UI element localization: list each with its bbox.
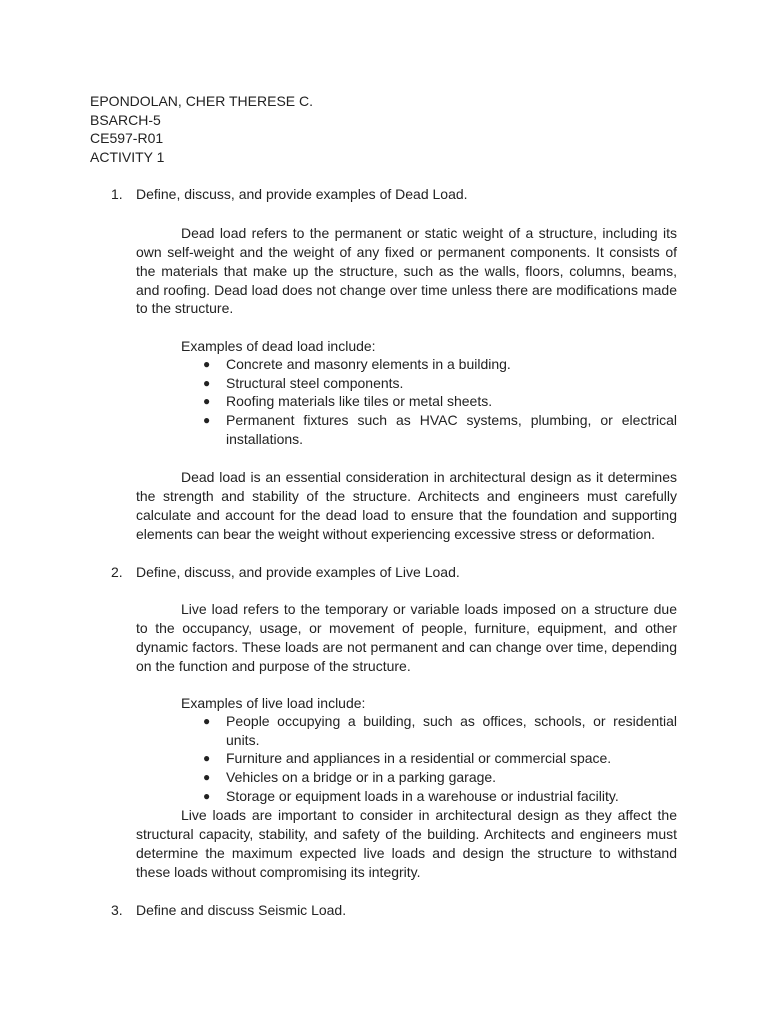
list-item bbox=[0, 374, 768, 393]
question-prompt: Define, discuss, and provide examples of Live Load. bbox=[136, 564, 460, 580]
bullet-icon: ● bbox=[203, 375, 211, 390]
program-code: BSARCH-5 bbox=[90, 111, 161, 128]
student-name: EPONDOLAN, CHER THERESE C. bbox=[90, 93, 314, 109]
dead-load-discussion: Dead load is an essential consideration in architectural design as it determines the strength and stability of the structure. Architects and engineers must carefully calculate and account for the dead load to ensure that the foundation and supporting elements can bear the weight without experiencing excessive stress or deformation. bbox=[136, 469, 677, 542]
list-item-text: Permanent fixtures such as HVAC systems, plumbing, or electrical installations. bbox=[226, 412, 677, 447]
dead-load-examples-list bbox=[0, 355, 768, 449]
bullet-icon: ● bbox=[203, 714, 211, 728]
question-number: 2. bbox=[111, 564, 123, 580]
course-code: CE597-R01 bbox=[90, 130, 164, 147]
bullet-icon: ● bbox=[203, 751, 211, 766]
live-load-examples-intro: Examples of live load include: bbox=[181, 695, 366, 711]
list-item-text: Structural steel components. bbox=[226, 374, 404, 391]
list-item bbox=[0, 355, 768, 374]
list-item bbox=[0, 411, 768, 448]
question-prompt: Define, discuss, and provide examples of Dead Load. bbox=[136, 186, 468, 202]
list-item bbox=[0, 787, 768, 806]
question-number: 1. bbox=[111, 186, 123, 202]
list-item bbox=[0, 768, 768, 787]
list-item-text: People occupying a building, such as offices, schools, or residential units. bbox=[226, 713, 677, 748]
list-item bbox=[0, 392, 768, 411]
bullet-icon: ● bbox=[203, 394, 211, 409]
list-item bbox=[0, 749, 768, 768]
list-item-text: Storage or equipment loads in a warehouse or industrial facility. bbox=[226, 787, 619, 804]
live-load-discussion: Live loads are important to consider in architectural design as they affect the structural capacity, stability, and safety of the building. Architects and engineers must determine the maximum expected live loads and design the structure to withstand these loads without compromising its integrity. bbox=[136, 807, 677, 880]
live-load-examples-list bbox=[0, 712, 768, 806]
list-item-text: Concrete and masonry elements in a building. bbox=[226, 356, 511, 372]
question-number: 3. bbox=[111, 902, 123, 918]
question-prompt: Define and discuss Seismic Load. bbox=[136, 902, 347, 918]
document-header bbox=[90, 92, 313, 167]
live-load-definition: Live load refers to the temporary or variable loads imposed on a structure due to the occupancy, usage, or movement of people, furniture, equipment, and other dynamic factors. These loads are not permanent and can change over time, depending on the function and purpose of the structure. bbox=[136, 601, 677, 674]
dead-load-examples-intro: Examples of dead load include: bbox=[181, 338, 376, 354]
bullet-icon: ● bbox=[203, 770, 211, 785]
list-item bbox=[0, 712, 768, 749]
bullet-icon: ● bbox=[203, 413, 211, 428]
list-item-text: Vehicles on a bridge or in a parking garage. bbox=[226, 769, 497, 786]
dead-load-definition: Dead load refers to the permanent or static weight of a structure, including its own self-weight and the weight of any fixed or permanent components. It consists of the materials that make up the structure, such as the walls, floors, columns, beams, and roofing. Dead load does not change over time unless there are modifications made to the structure. bbox=[136, 225, 677, 317]
list-item-text: Furniture and appliances in a residential or commercial space. bbox=[226, 750, 612, 767]
activity-title: ACTIVITY 1 bbox=[90, 149, 165, 166]
list-item-text: Roofing materials like tiles or metal sheets. bbox=[226, 393, 493, 410]
bullet-icon: ● bbox=[203, 788, 211, 803]
bullet-icon: ● bbox=[203, 357, 211, 371]
